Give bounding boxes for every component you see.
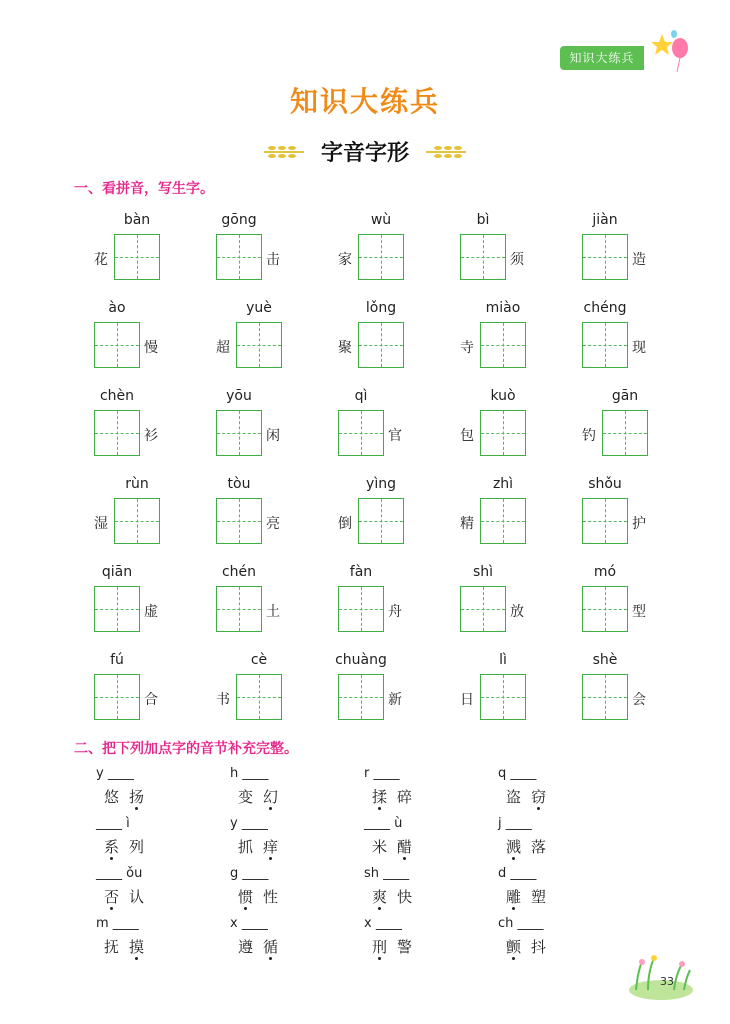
pinyin-item xyxy=(548,564,670,652)
pinyin-item xyxy=(304,564,426,652)
pinyin-label: lǒng xyxy=(365,300,397,316)
header-tag: 知识大练兵 xyxy=(560,46,644,70)
syllable-blank[interactable]: ____ ì xyxy=(96,816,130,831)
syllable-blank[interactable]: g ____ xyxy=(230,866,269,881)
pinyin-item xyxy=(548,476,670,564)
wheat-right-icon xyxy=(424,143,468,161)
pinyin-label: chén xyxy=(221,564,257,580)
pinyin-item xyxy=(182,300,304,388)
syllable-blank[interactable]: ch ____ xyxy=(498,916,544,931)
pinyin-label: miào xyxy=(485,300,521,316)
given-character: 湿 xyxy=(94,516,108,532)
pinyin-item xyxy=(60,300,182,388)
pinyin-label: cè xyxy=(250,652,268,668)
writing-box[interactable] xyxy=(114,498,160,544)
pinyin-item xyxy=(182,564,304,652)
word-pair: 溅落 xyxy=(506,838,557,856)
emphasis-dot xyxy=(110,907,113,910)
emphasis-dot xyxy=(269,807,272,810)
pinyin-label: tòu xyxy=(227,476,251,492)
pinyin-label: bì xyxy=(476,212,490,228)
pinyin-item xyxy=(60,212,182,300)
writing-box[interactable] xyxy=(216,586,262,632)
writing-box[interactable] xyxy=(216,498,262,544)
given-character: 钓 xyxy=(582,428,596,444)
emphasis-dot xyxy=(378,907,381,910)
given-character: 型 xyxy=(632,604,646,620)
writing-box[interactable] xyxy=(216,234,262,280)
pinyin-label: wù xyxy=(370,212,392,228)
emphasis-dot xyxy=(269,957,272,960)
syllable-item xyxy=(358,766,488,812)
syllable-blank[interactable]: x ____ xyxy=(364,916,402,931)
pinyin-label: fú xyxy=(110,652,124,668)
pinyin-item xyxy=(60,564,182,652)
writing-box[interactable] xyxy=(338,674,384,720)
writing-box[interactable] xyxy=(480,674,526,720)
given-character: 舟 xyxy=(388,604,402,620)
given-character: 闲 xyxy=(266,428,280,444)
writing-box[interactable] xyxy=(94,322,140,368)
emphasis-dot xyxy=(244,907,247,910)
word-pair: 遵循 xyxy=(238,938,289,956)
word-pair: 惯性 xyxy=(238,888,289,906)
pinyin-item xyxy=(304,212,426,300)
writing-box[interactable] xyxy=(582,586,628,632)
syllable-blank[interactable]: sh ____ xyxy=(364,866,410,881)
given-character: 包 xyxy=(460,428,474,444)
page-number: 33 xyxy=(660,975,674,988)
pinyin-item xyxy=(304,476,426,564)
word-pair: 系列 xyxy=(104,838,155,856)
pinyin-label: ào xyxy=(108,300,126,316)
given-character: 倒 xyxy=(338,516,352,532)
writing-box[interactable] xyxy=(480,498,526,544)
emphasis-dot xyxy=(403,857,406,860)
pinyin-label: kuò xyxy=(490,388,516,404)
section-subtitle: 字音字形 xyxy=(320,141,409,166)
pinyin-item xyxy=(426,564,548,652)
section1-title: 一、看拼音，写生字。 xyxy=(74,181,214,197)
pinyin-label: chuàng xyxy=(335,652,387,668)
pinyin-item xyxy=(60,388,182,476)
pinyin-label: gōng xyxy=(221,212,257,228)
word-pair: 悠扬 xyxy=(104,788,155,806)
syllable-item xyxy=(90,766,220,812)
given-character: 聚 xyxy=(338,340,352,356)
pinyin-label: qì xyxy=(354,388,368,404)
syllable-blank[interactable]: y ____ xyxy=(96,766,134,781)
pinyin-label: shì xyxy=(472,564,494,580)
syllable-item xyxy=(224,866,354,912)
pinyin-item xyxy=(60,476,182,564)
writing-box[interactable] xyxy=(338,410,384,456)
emphasis-dot xyxy=(378,957,381,960)
writing-box[interactable] xyxy=(582,322,628,368)
syllable-blank[interactable]: ____ ǒu xyxy=(96,866,143,881)
writing-box[interactable] xyxy=(216,410,262,456)
syllable-item xyxy=(224,816,354,862)
syllable-item xyxy=(90,866,220,912)
word-pair: 盗窃 xyxy=(506,788,557,806)
syllable-blank[interactable]: ____ ù xyxy=(364,816,403,831)
word-pair: 抚摸 xyxy=(104,938,155,956)
pinyin-item xyxy=(548,388,670,476)
given-character: 新 xyxy=(388,692,402,708)
word-pair: 雕塑 xyxy=(506,888,557,906)
writing-box[interactable] xyxy=(94,674,140,720)
syllable-blank[interactable]: x ____ xyxy=(230,916,268,931)
syllable-blank[interactable]: m ____ xyxy=(96,916,139,931)
given-character: 精 xyxy=(460,516,474,532)
pinyin-label: shè xyxy=(592,652,618,668)
given-character: 击 xyxy=(266,252,280,268)
syllable-item xyxy=(492,766,622,812)
section2-title: 二、把下列加点字的音节补充完整。 xyxy=(74,741,298,757)
pinyin-label: yuè xyxy=(246,300,272,316)
pinyin-label: rùn xyxy=(125,476,149,492)
pinyin-label: yōu xyxy=(226,388,252,404)
pinyin-item xyxy=(426,476,548,564)
syllable-item xyxy=(358,916,488,962)
given-character: 官 xyxy=(388,428,402,444)
word-pair: 刑警 xyxy=(372,938,423,956)
syllable-blank[interactable]: q ____ xyxy=(498,766,537,781)
pinyin-item xyxy=(426,300,548,388)
writing-box[interactable] xyxy=(114,234,160,280)
writing-box[interactable] xyxy=(582,674,628,720)
given-character: 放 xyxy=(510,604,524,620)
word-pair: 否认 xyxy=(104,888,155,906)
emphasis-dot xyxy=(512,957,515,960)
pinyin-label: bàn xyxy=(123,212,151,228)
given-character: 亮 xyxy=(266,516,280,532)
given-character: 合 xyxy=(144,692,158,708)
given-character: 土 xyxy=(266,604,280,620)
given-character: 护 xyxy=(632,516,646,532)
star-balloon-icon xyxy=(650,28,696,74)
given-character: 须 xyxy=(510,252,524,268)
pinyin-label: zhì xyxy=(492,476,514,492)
syllable-blank[interactable]: r ____ xyxy=(364,766,400,781)
pinyin-item xyxy=(304,300,426,388)
syllable-blank[interactable]: h ____ xyxy=(230,766,269,781)
writing-box[interactable] xyxy=(582,498,628,544)
writing-box[interactable] xyxy=(358,498,404,544)
emphasis-dot xyxy=(537,807,540,810)
writing-box[interactable] xyxy=(460,234,506,280)
syllable-item xyxy=(224,916,354,962)
emphasis-dot xyxy=(512,857,515,860)
given-character: 家 xyxy=(338,252,352,268)
given-character: 慢 xyxy=(144,340,158,356)
pinyin-item xyxy=(304,652,426,740)
syllable-blank[interactable]: j ____ xyxy=(498,816,532,831)
emphasis-dot xyxy=(135,807,138,810)
writing-box[interactable] xyxy=(480,322,526,368)
pinyin-item xyxy=(426,212,548,300)
word-pair: 抓痒 xyxy=(238,838,289,856)
given-character: 超 xyxy=(216,340,230,356)
writing-box[interactable] xyxy=(94,586,140,632)
pinyin-label: fàn xyxy=(349,564,373,580)
writing-box[interactable] xyxy=(480,410,526,456)
pinyin-label: lì xyxy=(499,652,507,668)
pinyin-label: gān xyxy=(611,388,639,404)
pinyin-item xyxy=(548,652,670,740)
pinyin-label: jiàn xyxy=(592,212,618,228)
syllable-blank[interactable]: y ____ xyxy=(230,816,268,831)
syllable-item xyxy=(492,916,622,962)
writing-box[interactable] xyxy=(94,410,140,456)
emphasis-dot xyxy=(135,957,138,960)
given-character: 书 xyxy=(216,692,230,708)
given-character: 现 xyxy=(632,340,646,356)
pinyin-item xyxy=(304,388,426,476)
pinyin-item xyxy=(182,388,304,476)
syllable-item xyxy=(224,766,354,812)
pinyin-label: qiān xyxy=(101,564,133,580)
word-pair: 颤抖 xyxy=(506,938,557,956)
given-character: 花 xyxy=(94,252,108,268)
syllable-item xyxy=(90,816,220,862)
given-character: 日 xyxy=(460,692,474,708)
pinyin-label: mó xyxy=(593,564,617,580)
word-pair: 揉碎 xyxy=(372,788,423,806)
syllable-item xyxy=(90,916,220,962)
word-pair: 变幻 xyxy=(238,788,289,806)
writing-box[interactable] xyxy=(236,322,282,368)
syllable-blank[interactable]: d ____ xyxy=(498,866,537,881)
writing-box[interactable] xyxy=(236,674,282,720)
writing-box[interactable] xyxy=(358,234,404,280)
writing-box[interactable] xyxy=(358,322,404,368)
syllable-item xyxy=(358,816,488,862)
emphasis-dot xyxy=(269,857,272,860)
emphasis-dot xyxy=(512,907,515,910)
syllable-item xyxy=(358,866,488,912)
given-character: 虚 xyxy=(144,604,158,620)
pinyin-item xyxy=(60,652,182,740)
pinyin-item xyxy=(548,300,670,388)
emphasis-dot xyxy=(378,807,381,810)
pinyin-item xyxy=(182,652,304,740)
pinyin-item xyxy=(182,212,304,300)
given-character: 衫 xyxy=(144,428,158,444)
given-character: 造 xyxy=(632,252,646,268)
pinyin-item xyxy=(182,476,304,564)
syllable-item xyxy=(492,866,622,912)
word-pair: 米醋 xyxy=(372,838,423,856)
syllable-item xyxy=(492,816,622,862)
wheat-left-icon xyxy=(262,143,306,161)
emphasis-dot xyxy=(110,857,113,860)
word-pair: 爽快 xyxy=(372,888,423,906)
writing-box[interactable] xyxy=(338,586,384,632)
pinyin-item xyxy=(426,652,548,740)
pinyin-item xyxy=(548,212,670,300)
writing-box[interactable] xyxy=(460,586,506,632)
pinyin-label: yìng xyxy=(366,476,396,492)
writing-box[interactable] xyxy=(602,410,648,456)
page-title: 知识大练兵 xyxy=(289,85,440,118)
given-character: 寺 xyxy=(460,340,474,356)
given-character: 会 xyxy=(632,692,646,708)
pinyin-label: chéng xyxy=(583,300,627,316)
pinyin-label: chèn xyxy=(99,388,135,404)
pinyin-item xyxy=(426,388,548,476)
pinyin-label: shǒu xyxy=(588,476,622,492)
writing-box[interactable] xyxy=(582,234,628,280)
